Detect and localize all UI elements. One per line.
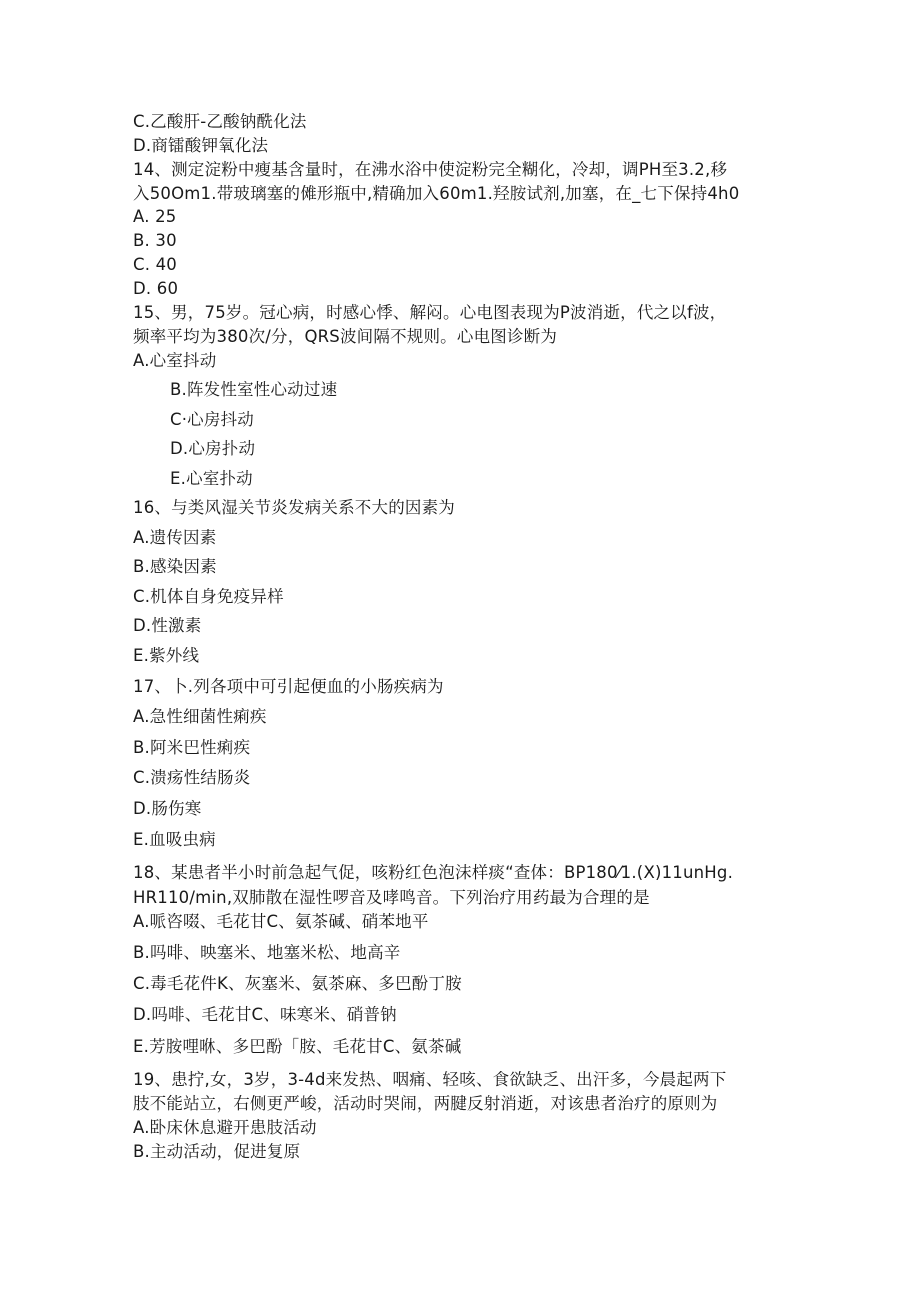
option-15c: C·心房抖动 xyxy=(170,410,254,429)
option-17d: D.肠伤寒 xyxy=(133,799,202,818)
option-18c: C.毒毛花件K、灰塞米、氨茶麻、多巴酚丁胺 xyxy=(133,974,462,993)
option-19b: B.主动活动，促进复原 xyxy=(133,1142,301,1161)
option-15b: B.阵发性室性心动过速 xyxy=(170,380,338,399)
option-17c: C.溃疡性结肠炎 xyxy=(133,768,251,787)
question-18-line-1: 18、某患者半小时前急起气促，咳粉红色泡沫样痰“查体：BP180⁄1.(X)11unHg. xyxy=(133,863,734,882)
option-13d: D.商镭酸钾氧化法 xyxy=(133,136,269,155)
option-18d: D.吗啡、毛花甘C、味寒米、硝普钠 xyxy=(133,1005,397,1024)
option-14c: C. 40 xyxy=(133,255,178,274)
option-18e: E.芳胺哩咻、多巴酚「胺、毛花甘C、氨茶碱 xyxy=(133,1037,462,1056)
question-19-line-1: 19、患拧,女，3岁，3-4d来发热、咽痛、轻咳、食欲缺乏、出汗多，今晨起两下 xyxy=(133,1070,727,1089)
question-15-line-2: 频率平均为380次/分，QRS波间隔不规则。心电图诊断为 xyxy=(133,327,558,346)
option-15e: E.心室扑动 xyxy=(170,469,253,488)
option-14a: A. 25 xyxy=(133,207,177,226)
option-14d: D. 60 xyxy=(133,279,179,298)
question-17: 17、卜.列各项中可引起便血的小肠疾病为 xyxy=(133,677,444,696)
option-18b: B.吗啡、映塞米、地塞米松、地高辛 xyxy=(133,943,401,962)
option-16d: D.性激素 xyxy=(133,616,202,635)
question-14-line-1: 14、测定淀粉中瘦基含量时，在沸水浴中使淀粉完全糊化，冷却，调PH至3.2,移 xyxy=(133,160,728,179)
option-17b: B.阿米巴性痢疾 xyxy=(133,738,251,757)
question-14-line-2: 入50Om1.带玻璃塞的傩形瓶中,精确加入60m1.羟胺试剂,加塞，在_七下保持4h0 xyxy=(133,184,740,203)
question-19-line-2: 肢不能站立，右侧更严峻，活动时哭闹，两腱反射消逝，对该患者治疗的原则为 xyxy=(133,1094,718,1113)
option-17a: A.急性细菌性痢疾 xyxy=(133,707,267,726)
option-16b: B.感染因素 xyxy=(133,557,217,576)
option-13c: C.乙酸肝-乙酸钠酰化法 xyxy=(133,112,307,131)
option-16a: A.遗传因素 xyxy=(133,528,217,547)
option-19a: A.卧床休息避开患肢活动 xyxy=(133,1118,317,1137)
option-15a: A.心室抖动 xyxy=(133,351,217,370)
question-18-line-2: HR110/min,双肺散在湿性啰音及哮鸣音。下列治疗用药最为合理的是 xyxy=(133,888,650,907)
option-14b: B. 30 xyxy=(133,231,177,250)
question-16: 16、与类风湿关节炎发病关系不大的因素为 xyxy=(133,498,455,517)
question-15-line-1: 15、男，75岁。冠心病，时感心悸、解闷。心电图表现为P波消逝，代之以f波， xyxy=(133,303,727,322)
option-16e: E.紫外线 xyxy=(133,646,200,665)
option-15d: D.心房扑动 xyxy=(170,439,256,458)
option-16c: C.机体自身免疫异样 xyxy=(133,587,284,606)
option-17e: E.血吸虫病 xyxy=(133,830,216,849)
option-18a: A.哌咨啜、毛花甘C、氨茶碱、硝苯地平 xyxy=(133,912,429,931)
